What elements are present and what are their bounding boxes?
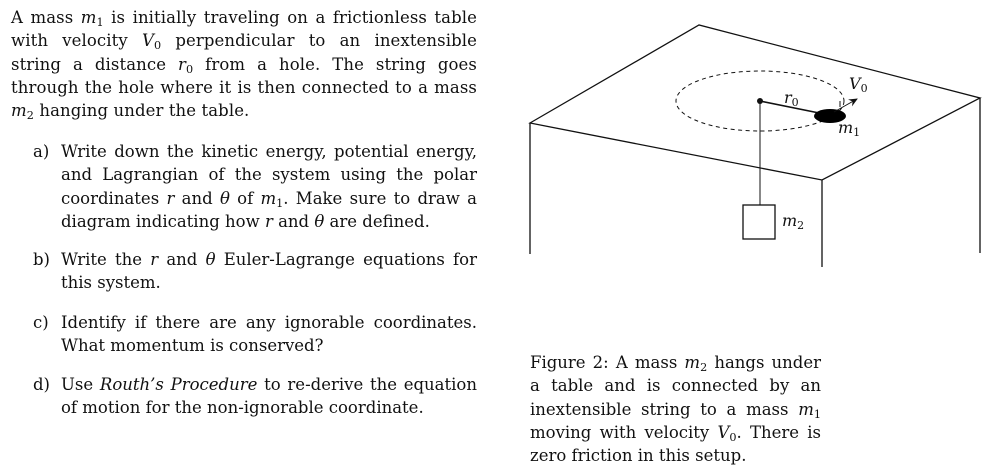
caption-text-2: hangs under a table and is connected by an inextensible string to a mass xyxy=(530,353,822,419)
r0-label-symbol: r xyxy=(784,88,792,107)
theta-symbol: θ xyxy=(205,250,216,269)
table-diagram xyxy=(520,15,982,270)
m2-label-symbol: m xyxy=(782,211,798,230)
m1-symbol: m xyxy=(798,399,814,419)
r-symbol: r xyxy=(166,188,175,208)
m1-symbol: m xyxy=(80,8,97,27)
figure-caption xyxy=(530,351,821,467)
question-a xyxy=(33,140,477,233)
m2-subscript: 2 xyxy=(700,360,708,374)
r0-label xyxy=(784,88,799,109)
question-text xyxy=(61,373,477,420)
m1-subscript: 1 xyxy=(276,196,284,210)
question-letter: b) xyxy=(33,250,50,269)
caption-text-4: . There is zero friction in this setup. xyxy=(530,422,821,466)
v0-label-subscript: 0 xyxy=(860,82,868,95)
problem-statement xyxy=(11,6,477,122)
v0-label xyxy=(849,74,868,95)
v0-symbol: V xyxy=(141,31,154,51)
m2-label-subscript: 2 xyxy=(797,219,805,232)
question-c xyxy=(33,311,477,358)
routh-procedure-emphasis: Routh’s Procedure xyxy=(99,375,258,394)
m1-subscript: 1 xyxy=(96,15,104,29)
caption-text-3: moving with velocity xyxy=(530,422,718,442)
question-text xyxy=(61,248,477,295)
r0-subscript: 0 xyxy=(186,62,194,76)
caption-text-1: Figure 2: A mass xyxy=(530,353,685,372)
question-text: Identify if there are any ignorable coordinates. What momentum is conserved? xyxy=(61,313,477,356)
m1-label xyxy=(838,118,860,139)
m1-subscript: 1 xyxy=(813,407,821,421)
question-a-text-5: and xyxy=(272,211,315,231)
v0-subscript: 0 xyxy=(153,39,162,53)
m2-symbol: m xyxy=(684,353,701,372)
r-symbol: r xyxy=(264,211,273,231)
v0-subscript: 0 xyxy=(729,430,737,444)
question-a-text-4: . Make sure to draw a diagram indicating how xyxy=(61,188,477,231)
v0-label-symbol: V xyxy=(849,74,861,93)
mass-m2 xyxy=(743,205,775,239)
theta-symbol: θ xyxy=(314,211,325,231)
m1-label-symbol: m xyxy=(838,118,854,137)
question-b-text-1: Write the xyxy=(61,250,151,269)
velocity-arrow xyxy=(834,99,857,112)
question-text xyxy=(61,140,477,233)
question-b-text-2: and xyxy=(158,250,206,269)
question-a-text-1: Write down the kinetic energy, potential energy, and Lagrangian of the system using the polar coordinates xyxy=(61,142,477,208)
r-symbol: r xyxy=(150,250,159,269)
question-b-text-3: Euler-Lagrange equations for this system. xyxy=(61,250,477,293)
question-a-text-2: and xyxy=(174,188,220,208)
question-letter: a) xyxy=(33,142,50,161)
m2-subscript: 2 xyxy=(26,108,34,122)
intro-text-2: is initially traveling on a frictionless table with velocity xyxy=(11,8,477,51)
question-letter: d) xyxy=(33,375,50,394)
question-d-text-2: to re-derive the equation of motion for the non-ignorable coordinate. xyxy=(61,375,477,418)
question-a-text-6: are defined. xyxy=(324,211,430,231)
question-a-text-3: of xyxy=(229,188,261,208)
question-b xyxy=(33,248,477,295)
question-d-text-1: Use xyxy=(61,375,100,394)
intro-text-1: A mass xyxy=(11,8,81,27)
table-top xyxy=(530,25,980,180)
intro-text-5: hanging under the table. xyxy=(34,101,250,121)
question-letter: c) xyxy=(33,313,49,332)
r0-label-subscript: 0 xyxy=(791,96,799,109)
intro-text-3: perpendicular to an inextensible string a distance xyxy=(11,31,477,74)
m2-label xyxy=(782,211,804,232)
v0-symbol: V xyxy=(717,422,730,442)
m1-label-subscript: 1 xyxy=(853,126,861,139)
intro-text-4: from a hole. The string goes through the hole where it is then connected to a mass xyxy=(11,54,477,97)
m1-symbol: m xyxy=(260,188,277,208)
question-d xyxy=(33,373,477,420)
theta-symbol: θ xyxy=(219,188,230,208)
m2-symbol: m xyxy=(11,101,27,121)
r0-symbol: r xyxy=(178,54,186,74)
